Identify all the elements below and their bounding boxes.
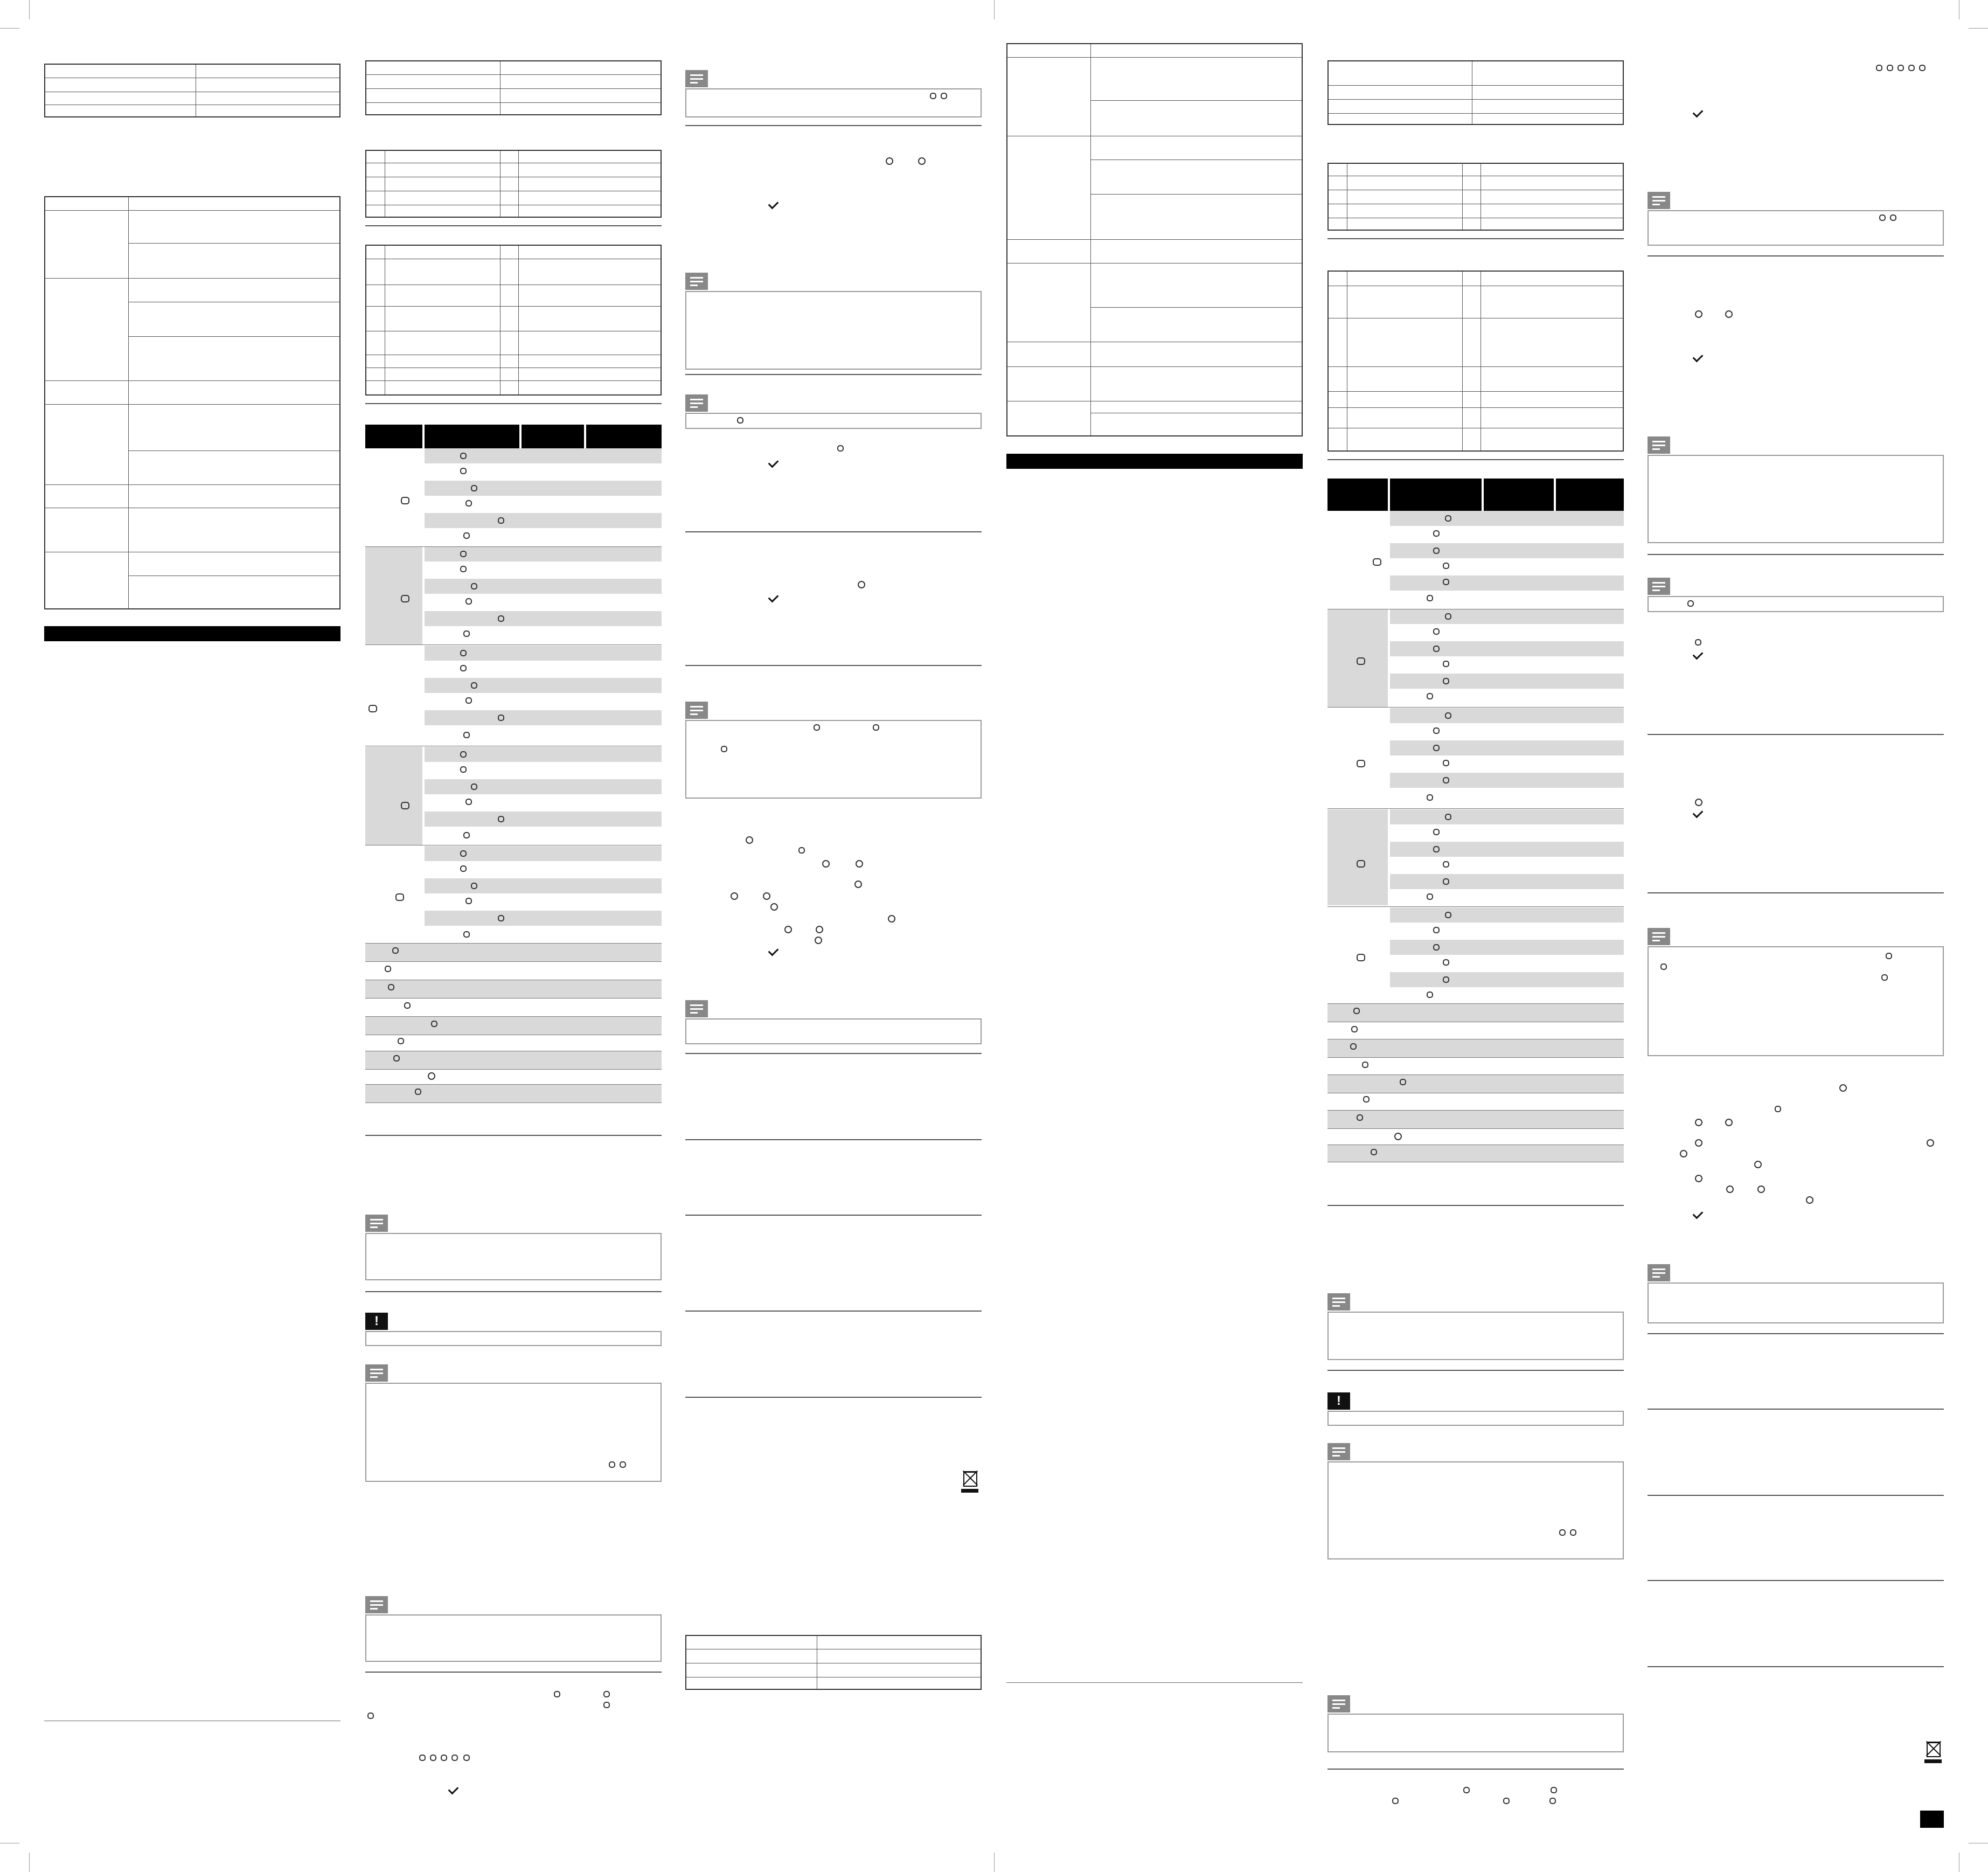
program-icon	[388, 984, 394, 990]
checkmark-icon	[768, 946, 779, 956]
program-icon	[1503, 1798, 1510, 1804]
program-icon	[1549, 1798, 1556, 1804]
recycle-bin-icon	[1923, 1739, 1943, 1763]
note-block	[365, 1215, 662, 1280]
program-icon	[721, 746, 727, 752]
program-icon	[415, 1088, 421, 1095]
program-icon	[1350, 1043, 1357, 1050]
program-icon	[1443, 777, 1449, 784]
program-icon	[401, 595, 409, 602]
checkmark-icon	[1693, 1209, 1704, 1219]
column-4	[1006, 0, 1304, 1872]
program-icon	[1445, 613, 1451, 620]
program-icon	[401, 802, 409, 809]
troubleshooting-table	[44, 196, 340, 609]
timer-icon	[1726, 1185, 1734, 1193]
timer-icon	[1695, 310, 1702, 318]
program-icon	[1443, 579, 1449, 585]
timer-icon	[746, 836, 753, 844]
program-icon	[460, 468, 467, 474]
program-icon	[471, 883, 477, 889]
timer-icon	[886, 157, 893, 165]
timer-icon	[763, 892, 770, 900]
column-5	[1327, 0, 1625, 1872]
timer-icon	[1695, 1139, 1702, 1147]
timer-icon	[770, 903, 778, 911]
program-icon	[430, 1755, 436, 1761]
program-icon	[1463, 1787, 1470, 1793]
program-icon	[1433, 646, 1440, 652]
program-icon	[369, 705, 377, 712]
program-icon	[460, 665, 467, 671]
program-icon	[1433, 829, 1440, 835]
program-icon	[1433, 927, 1440, 933]
program-icon	[460, 453, 467, 459]
program-icon	[1433, 727, 1440, 734]
timer-icon	[1725, 1119, 1733, 1126]
controls-table	[1327, 271, 1624, 452]
page-number	[1920, 1811, 1944, 1828]
timer-icon	[815, 937, 822, 944]
timer-icon	[1695, 799, 1702, 806]
checkmark-icon	[448, 1784, 459, 1795]
timer-icon	[856, 860, 863, 868]
note-icon	[365, 1596, 388, 1613]
program-icon	[1443, 861, 1449, 868]
program-icon	[401, 497, 409, 504]
program-icon	[737, 417, 743, 424]
note-block	[685, 273, 982, 370]
note-block	[1327, 1293, 1624, 1360]
program-table	[365, 425, 662, 1103]
program-icon	[1433, 530, 1440, 537]
column-3	[685, 0, 983, 1872]
program-icon	[1445, 814, 1451, 820]
note-icon	[1648, 192, 1670, 209]
note-block	[685, 394, 982, 429]
program-icon	[941, 93, 947, 99]
program-icon	[1427, 893, 1433, 900]
note-block	[1648, 1264, 1944, 1323]
program-icon	[441, 1755, 447, 1761]
checkmark-icon	[768, 592, 779, 603]
program-icon	[798, 847, 805, 854]
program-icon	[609, 1461, 615, 1468]
checkmark-icon	[1693, 808, 1704, 819]
program-icon	[419, 1755, 426, 1761]
timer-icon	[918, 157, 926, 165]
timer-icon	[822, 860, 830, 868]
note-block	[365, 1364, 662, 1482]
section-header-bar	[44, 626, 340, 641]
program-icon	[1357, 657, 1365, 665]
note-icon	[685, 273, 708, 290]
troubleshooting-table	[1006, 43, 1303, 436]
program-icon	[498, 816, 504, 822]
timer-icon	[1839, 1084, 1847, 1092]
program-icon	[1687, 600, 1694, 607]
note-icon	[685, 394, 708, 412]
program-icon	[1445, 912, 1451, 918]
timer-icon	[858, 581, 865, 588]
program-icon	[1443, 878, 1449, 885]
parts-table	[365, 150, 662, 218]
program-icon	[498, 915, 504, 921]
program-icon	[1363, 1096, 1370, 1103]
program-icon	[1357, 860, 1365, 868]
program-icon	[465, 598, 472, 605]
program-icon	[1551, 1787, 1557, 1793]
section-header-bar	[1006, 454, 1303, 469]
note-block	[1648, 578, 1944, 612]
note-icon	[1648, 928, 1670, 945]
program-icon	[465, 697, 472, 704]
program-icon	[930, 93, 936, 99]
program-icon	[463, 832, 470, 838]
note-block	[685, 1000, 982, 1044]
program-icon	[460, 865, 467, 872]
note-icon	[1327, 1443, 1350, 1460]
program-icon	[1695, 639, 1701, 646]
timer-icon	[816, 926, 823, 933]
program-icon	[1433, 745, 1440, 751]
note-block	[1648, 436, 1944, 543]
note-icon	[1327, 1695, 1350, 1712]
note-icon	[1648, 436, 1670, 454]
timer-icon	[854, 880, 862, 888]
program-icon	[1373, 558, 1381, 566]
spec-table	[1327, 60, 1624, 125]
program-icon	[1660, 963, 1667, 970]
note-block	[1327, 1695, 1624, 1752]
program-icon	[431, 1021, 437, 1027]
note-icon	[685, 702, 708, 719]
program-icon	[460, 751, 467, 758]
program-icon	[392, 947, 399, 954]
note-icon	[1648, 1264, 1670, 1281]
spec-table	[44, 64, 340, 117]
program-icon	[1351, 1026, 1358, 1032]
program-icon	[398, 1038, 404, 1044]
program-icon	[1362, 1062, 1368, 1068]
program-icon	[460, 650, 467, 656]
warning-icon: !	[365, 1313, 388, 1330]
program-icon	[367, 1712, 374, 1719]
timer-icon	[888, 915, 895, 923]
program-icon	[1400, 1079, 1406, 1085]
program-icon	[498, 715, 504, 721]
note-block	[1648, 928, 1944, 1056]
program-icon	[603, 1691, 610, 1697]
program-icon	[837, 445, 844, 452]
checkmark-icon	[1693, 352, 1704, 363]
timer-icon	[1725, 310, 1733, 318]
checkmark-icon	[768, 199, 779, 210]
program-icon	[1433, 944, 1440, 951]
program-icon	[1392, 1798, 1399, 1804]
note-block	[685, 70, 982, 117]
program-icon	[1897, 65, 1904, 71]
timer-icon	[1695, 1175, 1702, 1182]
program-icon	[404, 1002, 411, 1009]
program-icon	[1445, 515, 1451, 522]
spec-table	[685, 1635, 982, 1690]
program-icon	[471, 583, 477, 590]
program-icon	[1427, 794, 1433, 801]
program-icon	[1427, 595, 1433, 601]
program-icon	[1427, 992, 1433, 998]
program-icon	[1919, 65, 1926, 71]
program-icon	[393, 1055, 400, 1062]
column-1	[44, 0, 342, 1872]
program-icon	[1371, 1149, 1377, 1155]
program-icon	[1357, 954, 1365, 961]
program-icon	[471, 485, 477, 491]
warning-block	[1327, 1392, 1624, 1426]
program-icon	[1357, 1114, 1363, 1121]
program-icon	[463, 630, 470, 637]
program-icon	[460, 566, 467, 572]
checkmark-icon	[768, 457, 779, 468]
program-icon	[1443, 563, 1449, 569]
program-icon	[1443, 661, 1449, 667]
program-icon	[498, 517, 504, 524]
note-icon	[1327, 1293, 1350, 1311]
note-block	[1327, 1443, 1624, 1559]
timer-icon	[428, 1072, 435, 1080]
program-icon	[460, 850, 467, 857]
program-icon	[385, 966, 391, 972]
program-icon	[1908, 65, 1915, 71]
timer-icon	[1754, 1161, 1762, 1168]
program-icon	[463, 931, 470, 938]
program-icon	[1775, 1106, 1781, 1112]
program-icon	[463, 532, 470, 539]
controls-table	[365, 245, 662, 396]
program-icon	[1570, 1529, 1576, 1536]
program-icon	[471, 784, 477, 790]
note-block	[1648, 192, 1944, 246]
parts-table	[1327, 163, 1624, 231]
program-icon	[1445, 712, 1451, 719]
program-icon	[1443, 959, 1449, 966]
footer-rule	[1006, 1682, 1303, 1683]
column-6	[1648, 0, 1945, 1872]
timer-icon	[731, 892, 738, 900]
checkmark-icon	[1693, 649, 1704, 660]
program-icon	[465, 799, 472, 805]
note-icon	[365, 1215, 388, 1232]
program-icon	[451, 1755, 458, 1761]
program-icon	[465, 898, 472, 904]
program-icon	[460, 766, 467, 773]
warning-icon: !	[1327, 1392, 1350, 1410]
spec-table	[365, 60, 662, 115]
recycle-bin-icon	[960, 1469, 979, 1493]
timer-icon	[1806, 1196, 1813, 1204]
program-icon	[463, 1755, 470, 1761]
note-icon	[685, 70, 708, 87]
note-icon	[1648, 578, 1670, 595]
note-block	[685, 702, 982, 799]
timer-icon	[1695, 1119, 1702, 1126]
warning-block	[365, 1313, 662, 1346]
program-icon	[1433, 547, 1440, 554]
program-icon	[554, 1691, 560, 1697]
timer-icon	[1927, 1139, 1934, 1147]
program-icon	[1433, 846, 1440, 852]
program-icon	[460, 551, 467, 557]
program-icon	[814, 724, 820, 731]
column-2	[365, 0, 663, 1872]
checkmark-icon	[1693, 107, 1704, 118]
program-icon	[1443, 678, 1449, 684]
timer-icon	[784, 926, 792, 933]
program-icon	[471, 682, 477, 689]
program-icon	[395, 893, 404, 901]
timer-icon	[1757, 1185, 1765, 1193]
program-icon	[1881, 974, 1888, 981]
program-icon	[1433, 628, 1440, 635]
program-icon	[1353, 1008, 1360, 1014]
program-icon	[1890, 214, 1896, 221]
timer-icon	[1394, 1133, 1402, 1140]
program-icon	[498, 615, 504, 622]
program-icon	[1559, 1529, 1566, 1536]
program-table	[1327, 479, 1624, 1162]
program-icon	[603, 1702, 610, 1708]
program-icon	[1443, 976, 1449, 983]
program-icon	[1357, 760, 1365, 767]
program-icon	[1886, 953, 1892, 959]
program-icon	[465, 500, 472, 507]
program-icon	[620, 1461, 626, 1468]
program-icon	[1887, 65, 1893, 71]
timer-icon	[1680, 1150, 1687, 1157]
program-icon	[1876, 65, 1882, 71]
note-block	[365, 1596, 662, 1662]
program-icon	[1879, 214, 1886, 221]
note-icon	[685, 1000, 708, 1017]
note-icon	[365, 1364, 388, 1382]
program-icon	[873, 724, 879, 731]
program-icon	[1427, 693, 1433, 699]
program-icon	[1443, 760, 1449, 766]
program-icon	[463, 732, 470, 738]
